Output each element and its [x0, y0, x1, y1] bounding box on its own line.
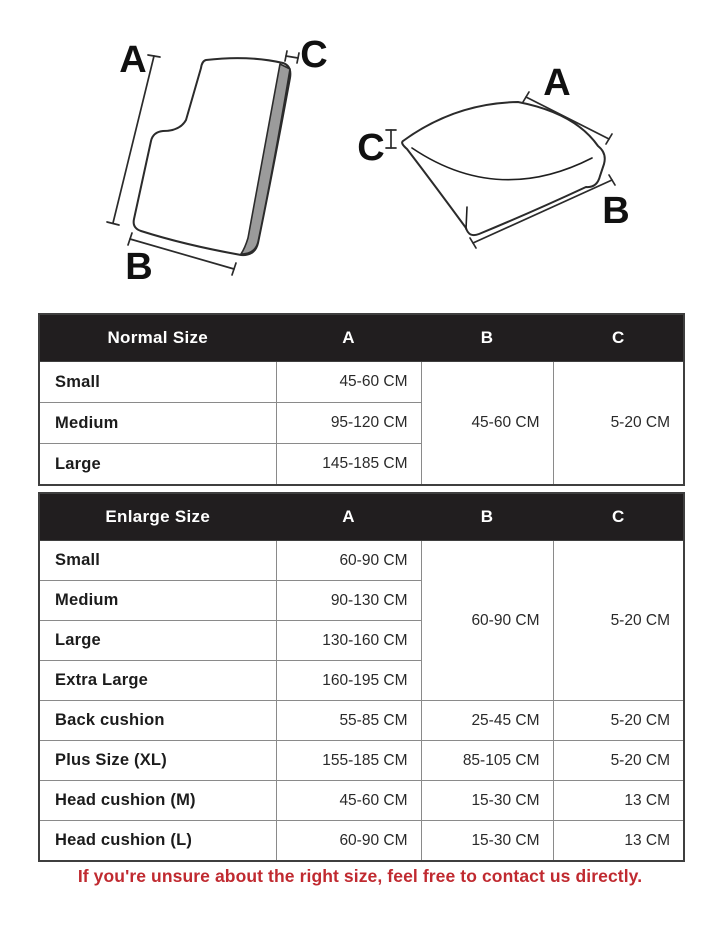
dim-tick — [523, 92, 529, 102]
dim-tick — [148, 55, 160, 57]
measurement-cell-a: 55-85 CM — [276, 701, 421, 741]
size-label-cell: Medium — [39, 403, 276, 444]
measurement-cell-b-merged: 60-90 CM — [421, 541, 553, 701]
measurement-cell-b: 15-30 CM — [421, 821, 553, 862]
size-label-cell: Extra Large — [39, 661, 276, 701]
contact-note: If you're unsure about the right size, feel free to contact us directly. — [77, 866, 643, 886]
table-row — [39, 821, 684, 862]
table-row — [39, 741, 684, 781]
measurement-cell-a: 60-90 CM — [276, 541, 421, 581]
table-header-row — [39, 314, 684, 362]
size-label-cell: Head cushion (L) — [39, 821, 276, 862]
table-row — [39, 541, 684, 581]
measurement-cell-b: 15-30 CM — [421, 781, 553, 821]
dim-tick — [470, 238, 476, 248]
measurement-cell-c-merged: 5-20 CM — [553, 541, 684, 701]
label-c-left: C — [300, 34, 328, 76]
label-b-right: B — [602, 190, 630, 232]
enlarge-size-table — [38, 492, 685, 862]
size-label-cell: Medium — [39, 581, 276, 621]
column-header-a: A — [276, 314, 421, 362]
measurement-cell-a: 90-130 CM — [276, 581, 421, 621]
table-title-cell: Normal Size — [39, 314, 276, 362]
measurement-cell-a: 155-185 CM — [276, 741, 421, 781]
column-header-b: B — [421, 314, 553, 362]
dim-tick — [285, 51, 287, 61]
label-a-right: A — [543, 62, 571, 104]
column-header-a: A — [276, 493, 421, 541]
measurement-cell-a: 130-160 CM — [276, 621, 421, 661]
measurement-cell-b-merged: 45-60 CM — [421, 362, 553, 486]
back-cushion-diagram — [107, 34, 328, 288]
size-label-cell: Small — [39, 541, 276, 581]
table-row — [39, 701, 684, 741]
measurement-cell-a: 45-60 CM — [276, 781, 421, 821]
measurement-cell-b: 25-45 CM — [421, 701, 553, 741]
seat-cushion-front-crease — [466, 207, 467, 229]
measurement-cell-b: 85-105 CM — [421, 741, 553, 781]
label-b-left: B — [125, 246, 153, 288]
dim-tick — [609, 175, 615, 185]
measurement-cell-c: 5-20 CM — [553, 741, 684, 781]
measurement-diagrams — [0, 0, 720, 300]
column-header-b: B — [421, 493, 553, 541]
table-title-cell: Enlarge Size — [39, 493, 276, 541]
measurement-cell-a: 60-90 CM — [276, 821, 421, 862]
table-header-row — [39, 493, 684, 541]
dim-tick — [606, 134, 612, 144]
column-header-c: C — [553, 314, 684, 362]
size-label-cell: Plus Size (XL) — [39, 741, 276, 781]
size-label-cell: Large — [39, 621, 276, 661]
measurement-cell-a: 45-60 CM — [276, 362, 421, 403]
label-c-right: C — [357, 127, 385, 169]
label-a-left: A — [119, 39, 147, 81]
dim-tick — [297, 53, 299, 63]
size-label-cell: Head cushion (M) — [39, 781, 276, 821]
size-label-cell: Large — [39, 444, 276, 486]
dim-line-c-left — [286, 56, 298, 58]
measurement-cell-c: 13 CM — [553, 821, 684, 862]
table-row — [39, 781, 684, 821]
measurement-cell-a: 160-195 CM — [276, 661, 421, 701]
measurement-cell-c: 13 CM — [553, 781, 684, 821]
normal-size-table — [38, 313, 685, 486]
measurement-cell-a: 145-185 CM — [276, 444, 421, 486]
measurement-cell-c: 5-20 CM — [553, 701, 684, 741]
table-row — [39, 362, 684, 403]
measurement-cell-c-merged: 5-20 CM — [553, 362, 684, 486]
size-label-cell: Back cushion — [39, 701, 276, 741]
seat-cushion-diagram — [357, 62, 629, 248]
column-header-c: C — [553, 493, 684, 541]
measurement-cell-a: 95-120 CM — [276, 403, 421, 444]
size-label-cell: Small — [39, 362, 276, 403]
